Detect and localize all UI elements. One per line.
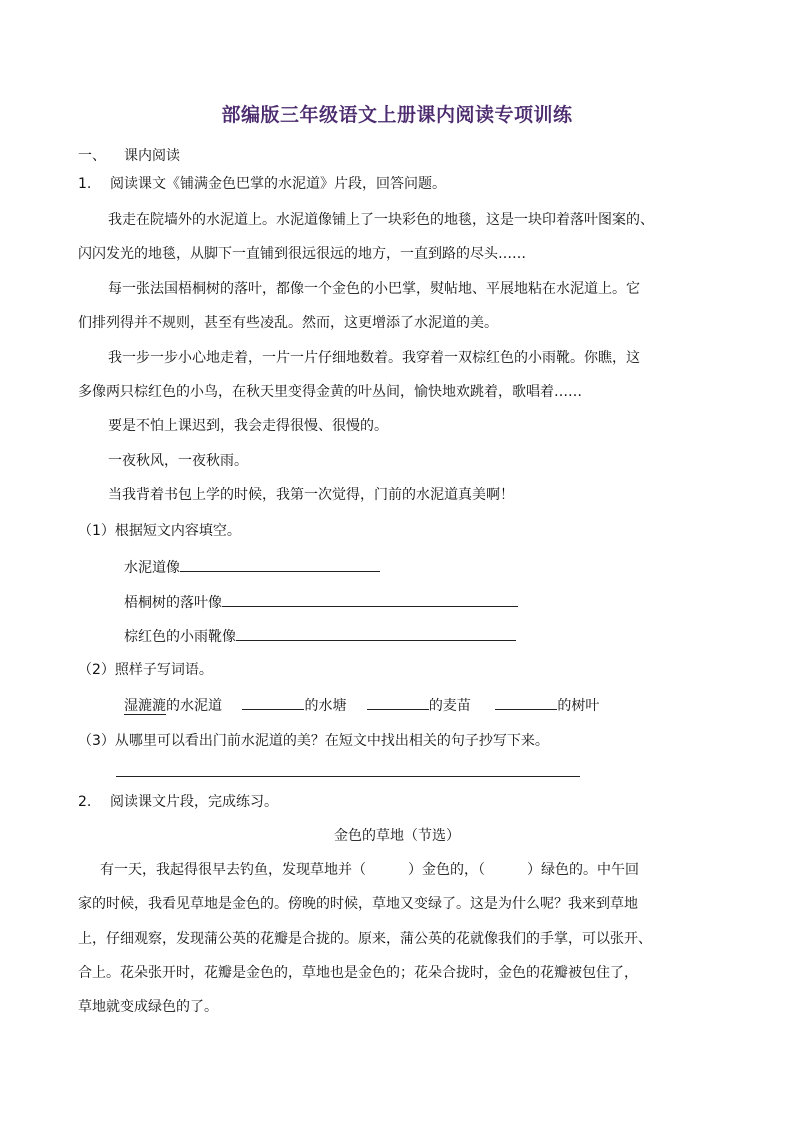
- question-number: 2.: [78, 794, 92, 810]
- answer-blank[interactable]: [367, 694, 429, 710]
- page-title: 部编版三年级语文上册课内阅读专项训练: [221, 104, 573, 126]
- passage-line: 我一步一步小心地走着，一片一片仔细地数着。我穿着一双棕红色的小雨靴。你瞧，这: [108, 350, 640, 366]
- section-heading: [78, 146, 180, 166]
- question-number: 1.: [78, 176, 92, 192]
- passage-line: 要是不怕上课迟到，我会走得很慢、很慢的。: [108, 418, 388, 434]
- answer-blank[interactable]: [222, 591, 518, 607]
- passage-subtitle: 金色的草地（节选）: [334, 828, 460, 844]
- question-1-prompt: 1. 阅读课文《铺满金色巴掌的水泥道》片段，回答问题。: [78, 176, 446, 192]
- section-number: 一、: [78, 148, 106, 164]
- question-2-prompt: 2. 阅读课文片段，完成练习。: [78, 794, 278, 810]
- word-pattern-row: 湿漉漉的水泥道 的水塘 的麦苗 的树叶: [124, 694, 599, 716]
- passage-line: 家的时候，我看见草地是金色的。傍晚的时候，草地又变绿了。这是为什么呢？我来到草地: [78, 896, 638, 912]
- answer-line[interactable]: [116, 776, 580, 777]
- answer-blank[interactable]: [242, 694, 304, 710]
- section-label: 课内阅读: [124, 148, 180, 164]
- example-word: 湿漉漉: [124, 698, 166, 714]
- fill-line: 水泥道像: [124, 556, 380, 578]
- answer-blank[interactable]: [495, 694, 557, 710]
- subquestion-2: （2）照样子写词语。: [78, 662, 213, 678]
- answer-blank[interactable]: [236, 625, 516, 641]
- passage-line: 每一张法国梧桐树的落叶，都像一个金色的小巴掌，熨帖地、平展地粘在水泥道上。它: [108, 281, 640, 297]
- subquestion-1: （1）根据短文内容填空。: [78, 523, 241, 539]
- passage-line: 们排列得并不规则，甚至有些凌乱。然而，这更增添了水泥道的美。: [78, 315, 498, 331]
- fill-line: 棕红色的小雨靴像: [124, 625, 516, 647]
- passage-line: 合上。花朵张开时，花瓣是金色的，草地也是金色的；花朵合拢时，金色的花瓣被包住了，: [78, 965, 638, 981]
- fill-line: 梧桐树的落叶像: [124, 591, 518, 613]
- passage-line: 有一天，我起得很早去钓鱼，发现草地并（ ）金色的，（ ）绿色的。中午回: [100, 862, 639, 878]
- passage-line: 上，仔细观察，发现蒲公英的花瓣是合拢的。原来，蒲公英的花就像我们的手掌，可以张开、: [78, 931, 652, 947]
- passage-line: 闪闪发光的地毯，从脚下一直铺到很远很远的地方，一直到路的尽头……: [78, 246, 526, 262]
- passage-line: 多像两只棕红色的小鸟，在秋天里变得金黄的叶丛间，愉快地欢跳着，歌唱着……: [78, 384, 582, 400]
- answer-blank[interactable]: [180, 556, 380, 572]
- passage-line: 一夜秋风，一夜秋雨。: [108, 453, 248, 469]
- passage-line: 草地就变成绿色的了。: [78, 999, 218, 1015]
- passage-line: 当我背着书包上学的时候，我第一次觉得，门前的水泥道真美啊！: [108, 487, 514, 503]
- passage-line: 我走在院墙外的水泥道上。水泥道像铺上了一块彩色的地毯，这是一块印着落叶图案的、: [108, 212, 654, 228]
- subquestion-3: （3）从哪里可以看出门前水泥道的美？在短文中找出相关的句子抄写下来。: [78, 733, 549, 749]
